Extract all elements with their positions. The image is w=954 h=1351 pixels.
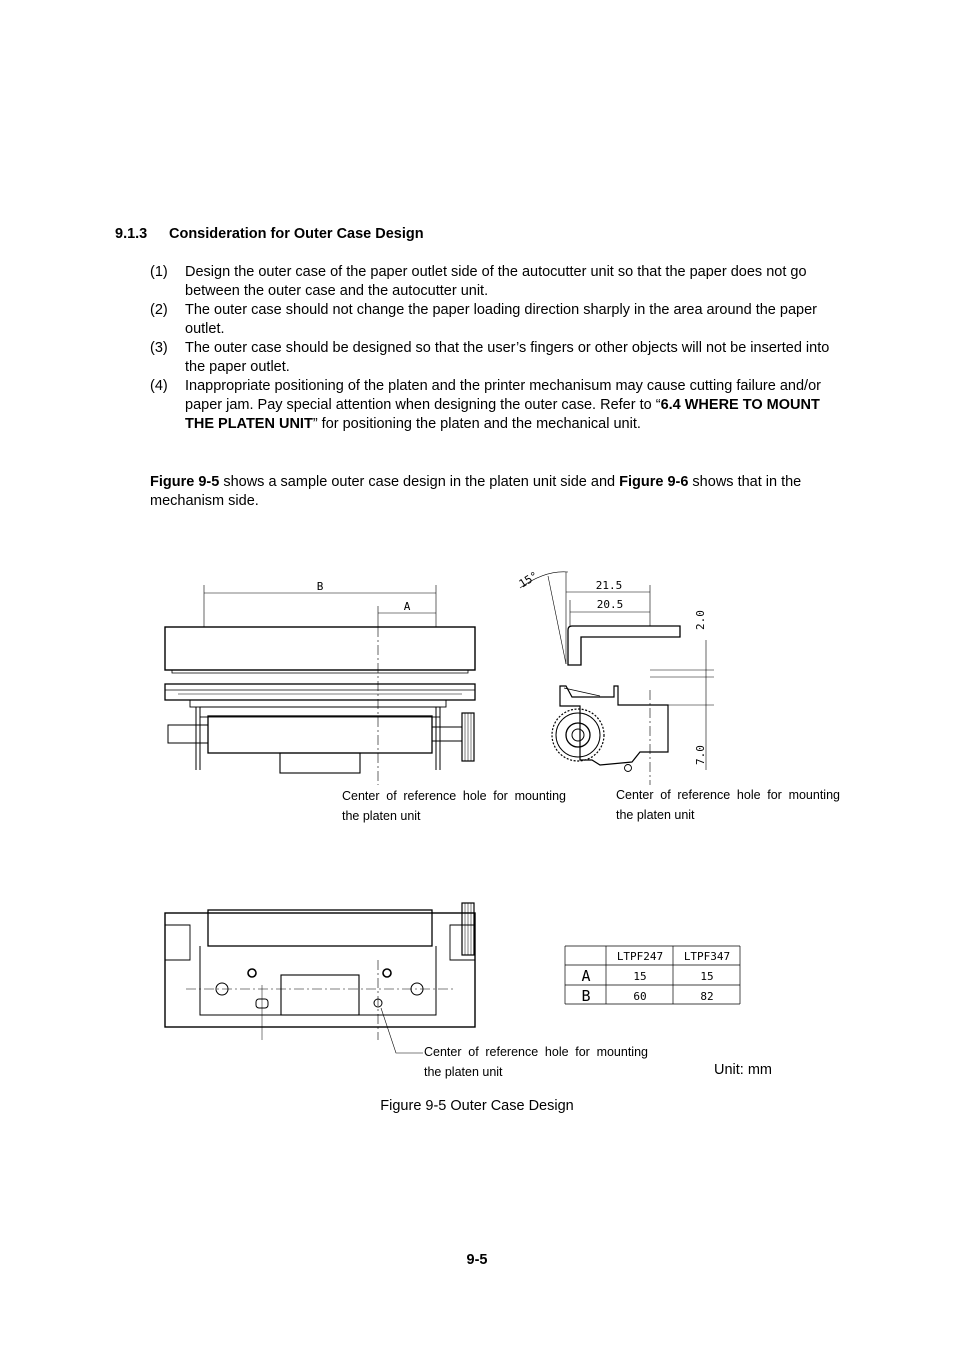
- table-cell: 82: [700, 990, 714, 1003]
- table-header: LTPF247: [616, 950, 664, 963]
- item-number: (3): [150, 340, 168, 356]
- side-view-caption: Center of reference hole for mounting the platen unit: [616, 788, 840, 822]
- page-number: 9-5: [466, 1252, 488, 1268]
- dimension-20-5-label: 20.5: [596, 598, 624, 611]
- dimension-21-5-label: 21.5: [595, 579, 623, 592]
- figure-reference: Figure 9-5: [150, 474, 220, 490]
- item-number: (1): [150, 264, 168, 280]
- item-number: (4): [150, 378, 168, 394]
- item-number: (2): [150, 302, 168, 318]
- dimension-a-label: A: [403, 600, 411, 613]
- paragraph-text: shows a sample outer case design in the platen unit side and: [219, 474, 620, 490]
- item-text: Inappropriate positioning of the platen and the printer mechanisum may cause cutting failure and/or paper jam. Pay special attention when designing the outer case. Refer to “: [185, 378, 821, 413]
- unit-label: Unit: mm: [714, 1062, 772, 1078]
- table-row-label: B: [581, 987, 591, 1005]
- table-row-label: A: [581, 967, 591, 985]
- dimension-2-0-label: 2.0: [694, 610, 707, 630]
- bottom-view-caption: Center of reference hole for mounting the platen unit: [424, 1045, 648, 1079]
- front-view: [165, 585, 475, 785]
- item-text: The outer case should be designed so that the user’s fingers or other objects will not be inserted into the paper outlet.: [185, 340, 830, 375]
- item-text: Design the outer case of the paper outlet side of the autocutter unit so that the paper does not go between the outer case and the autocutter unit.: [185, 264, 807, 299]
- item-text: ” for positioning the platen and the mechanical unit.: [312, 416, 641, 432]
- angle-label: 15°: [516, 568, 541, 591]
- table-cell: 60: [633, 990, 647, 1003]
- bottom-view: [165, 903, 475, 1053]
- dimension-b-label: B: [316, 580, 324, 593]
- table-header: LTPF347: [683, 950, 731, 963]
- table-cell: 15: [633, 970, 647, 983]
- table-cell: 15: [700, 970, 714, 983]
- section-number: 9.1.3: [115, 226, 148, 242]
- section-reference-link: 6.4 WHERE TO MOUNT THE PLATEN UNIT: [185, 397, 820, 432]
- figure-reference: Figure 9-6: [619, 474, 689, 490]
- paragraph-text: shows that in the mechanism side.: [150, 474, 802, 509]
- item-text: The outer case should not change the paper loading direction sharply in the area around the paper outlet.: [185, 302, 817, 337]
- dimension-7-0-label: 7.0: [694, 745, 707, 765]
- figure-caption: Figure 9-5 Outer Case Design: [380, 1098, 574, 1114]
- section-title: Consideration for Outer Case Design: [169, 226, 424, 242]
- front-view-caption: Center of reference hole for mounting the platen unit: [342, 789, 566, 823]
